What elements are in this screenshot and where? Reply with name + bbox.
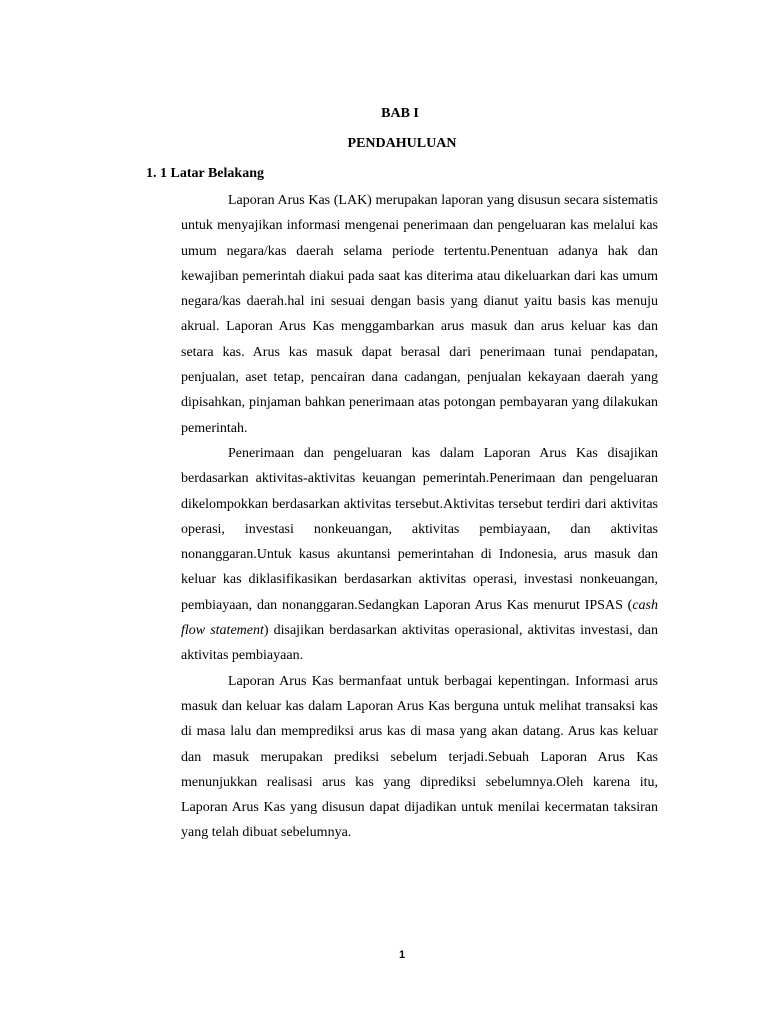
paragraph-3: Laporan Arus Kas bermanfaat untuk berbagai kepentingan. Informasi arus masuk dan keluar kas dalam Laporan Arus Kas berguna untuk melihat transaksi kas di masa lalu dan memprediksi arus kas di masa yang akan datang. Arus kas keluar dan masuk merupakan prediksi sebelum terjadi.Sebuah Laporan Arus Kas menunjukkan realisasi arus kas yang diprediksi sebelumnya.Oleh karena itu, Laporan Arus Kas yang disusun dapat dijadikan untuk menilai kecermatan taksiran yang telah dibuat sebelumnya. [181,673,658,841]
page-number: 1 [398,949,406,961]
chapter-number: BAB I [381,106,419,121]
chapter-title: PENDAHULUAN [347,136,457,151]
paragraph-2-italic-term: cash flow statement [181,597,658,639]
paragraph-1: Laporan Arus Kas (LAK) merupakan laporan yang disusun secara sistematis untuk menyajikan informasi mengenai penerimaan dan pengeluaran kas melalui kas umum negara/kas daerah selama periode tertentu.Penentuan adanya hak dan kewajiban pemerintah diakui pada saat kas diterima atau dikeluarkan dari kas umum negara/kas daerah.hal ini sesuai dengan basis yang dianut yaitu basis kas menuju akrual. Laporan Arus Kas menggambarkan arus masuk dan arus keluar kas dan setara kas. Arus kas masuk dapat berasal dari penerimaan tunai pendapatan, penjualan, aset tetap, pencairan dana cadangan, penjualan kekayaan daerah yang dipisahkan, pinjaman bahkan penerimaan atas potongan pembayaran yang dilakukan pemerintah. [181,193,658,436]
paragraph-2-text-before: Penerimaan dan pengeluaran kas dalam Laporan Arus Kas disajikan berdasarkan aktivitas-aktivitas keuangan pemerintah.Penerimaan dan pengeluaran dikelompokkan berdasarkan aktivitas tersebut.Aktivitas tersebut terdiri dari aktivitas operasi, investasi nonkeuangan, aktivitas pembiayaan, dan aktivitas nonanggaran.Untuk kasus akuntansi pemerintahan di Indonesia, arus masuk dan keluar kas diklasifikasikan berdasarkan aktivitas operasi, investasi nonkeuangan, pembiayaan, dan nonanggaran.Sedangkan Laporan Arus Kas menurut IPSAS ( [181,445,658,613]
paragraph-2 [181,441,658,669]
section-heading: 1. 1 Latar Belakang [146,166,264,181]
paragraph-2-text-after: ) disajikan berdasarkan aktivitas operasional, aktivitas investasi, dan aktivitas pembiayaan. [181,623,658,664]
body-text [181,188,658,846]
